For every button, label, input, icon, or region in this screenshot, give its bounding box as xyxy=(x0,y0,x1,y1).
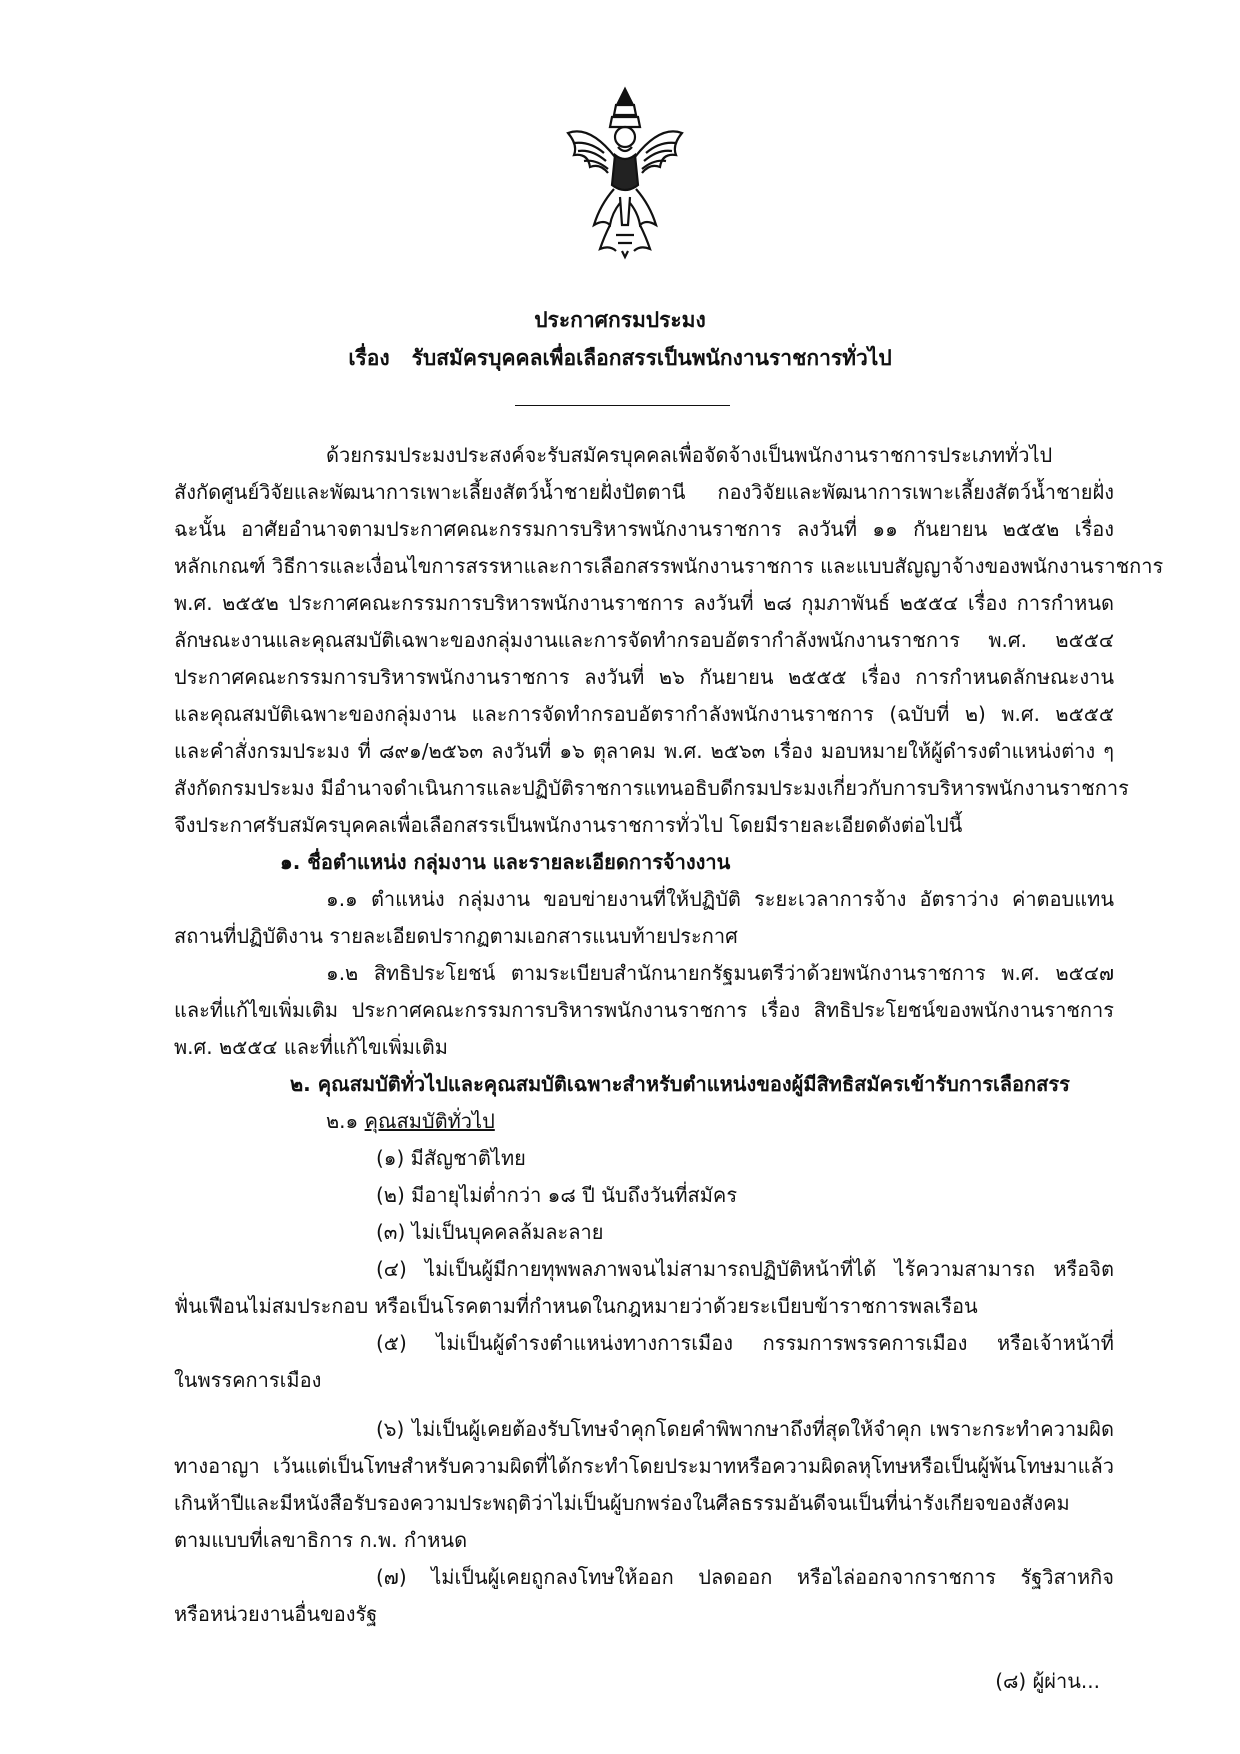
s1-2-line: ๑.๒ สิทธิประโยชน์ ตามระเบียบสำนักนายกรัฐมนตรีว่าด้วยพนักงานราชการ พ.ศ. ๒๕๔๗ xyxy=(326,961,1114,985)
intro-line: ฉะนั้น อาศัยอำนาจตามประกาศคณะกรรมการบริหารพนักงานราชการ ลงวันที่ ๑๑ กันยายน ๒๕๕๒ เรื่อง xyxy=(174,517,1114,541)
s1-1-line: สถานที่ปฏิบัติงาน รายละเอียดปรากฏตามเอกสารแนบท้ายประกาศ xyxy=(174,924,738,948)
subject-text: รับสมัครบุคคลเพื่อเลือกสรรเป็นพนักงานราชการทั่วไป xyxy=(411,346,892,370)
qualification-item: (๓) ไม่เป็นบุคคลล้มละลาย xyxy=(376,1220,604,1244)
s1-2-line: และที่แก้ไขเพิ่มเติม ประกาศคณะกรรมการบริหารพนักงานราชการ เรื่อง สิทธิประโยชน์ของพนักงานราชการ xyxy=(174,998,1114,1022)
garuda-emblem xyxy=(560,85,690,260)
qualification-item: (๕) ไม่เป็นผู้ดำรงตำแหน่งทางการเมือง กรรมการพรรคการเมือง หรือเจ้าหน้าที่ xyxy=(376,1331,1114,1355)
intro-line: ด้วยกรมประมงประสงค์จะรับสมัครบุคคลเพื่อจัดจ้างเป็นพนักงานราชการประเภททั่วไป xyxy=(326,443,1053,467)
intro-line: ประกาศคณะกรรมการบริหารพนักงานราชการ ลงวันที่ ๒๖ กันยายน ๒๕๕๕ เรื่อง การกำหนดลักษณะงาน xyxy=(174,665,1114,689)
intro-line: ลักษณะงานและคุณสมบัติเฉพาะของกลุ่มงานและการจัดทำกรอบอัตรากำลังพนักงานราชการ พ.ศ. ๒๕๕๔ xyxy=(174,628,1114,652)
qualification-item-cont: ตามแบบที่เลขาธิการ ก.พ. กำหนด xyxy=(174,1528,468,1552)
qualification-item: (๑) มีสัญชาติไทย xyxy=(376,1146,526,1170)
s1-2-line: พ.ศ. ๒๕๕๔ และที่แก้ไขเพิ่มเติม xyxy=(174,1035,448,1059)
qualification-item: (๔) ไม่เป็นผู้มีกายทุพพลภาพจนไม่สามารถปฏิบัติหน้าที่ได้ ไร้ความสามารถ หรือจิต xyxy=(376,1257,1114,1281)
qualification-item: (๒) มีอายุไม่ต่ำกว่า ๑๘ ปี นับถึงวันที่สมัคร xyxy=(376,1183,738,1207)
s1-1-line: ๑.๑ ตำแหน่ง กลุ่มงาน ขอบข่ายงานที่ให้ปฏิบัติ ระยะเวลาการจ้าง อัตราว่าง ค่าตอบแทน xyxy=(326,887,1114,911)
section-1-heading: ๑. ชื่อตำแหน่ง กลุ่มงาน และรายละเอียดการจ้างงาน xyxy=(280,850,731,874)
intro-line: พ.ศ. ๒๕๕๒ ประกาศคณะกรรมการบริหารพนักงานราชการ ลงวันที่ ๒๘ กุมภาพันธ์ ๒๕๕๔ เรื่อง การกำหนด xyxy=(174,591,1114,615)
intro-line: และคุณสมบัติเฉพาะของกลุ่มงาน และการจัดทำกรอบอัตรากำลังพนักงานราชการ (ฉบับที่ ๒) พ.ศ. ๒๕๕๕ xyxy=(174,702,1114,726)
qualification-item-cont: ในพรรคการเมือง xyxy=(174,1368,322,1392)
s2-1-label: คุณสมบัติทั่วไป xyxy=(364,1109,495,1133)
qualification-item-cont: ทางอาญา เว้นแต่เป็นโทษสำหรับความผิดที่ได้กระทำโดยประมาทหรือความผิดลหุโทษหรือเป็นผู้พ้นโทษมาแล้ว xyxy=(174,1454,1114,1478)
announcement-subject xyxy=(0,342,1240,375)
qualification-item: (๖) ไม่เป็นผู้เคยต้องรับโทษจำคุกโดยคำพิพากษาถึงที่สุดให้จำคุก เพราะกระทำความผิด xyxy=(376,1417,1114,1441)
qualification-item-cont: ฟั่นเฟือนไม่สมประกอบ หรือเป็นโรคตามที่กำหนดในกฎหมายว่าด้วยระเบียบข้าราชการพลเรือน xyxy=(174,1294,978,1318)
intro-line: จึงประกาศรับสมัครบุคคลเพื่อเลือกสรรเป็นพนักงานราชการทั่วไป โดยมีรายละเอียดดังต่อไปนี้ xyxy=(174,813,963,837)
qualification-item-cont: เกินห้าปีและมีหนังสือรับรองความประพฤติว่าไม่เป็นผู้บกพร่องในศีลธรรมอันดีจนเป็นที่น่ารังเกียจของสังคม xyxy=(174,1491,1070,1515)
subject-label: เรื่อง xyxy=(348,346,390,370)
intro-line: หลักเกณฑ์ วิธีการและเงื่อนไขการสรรหาและการเลือกสรรพนักงานราชการ และแบบสัญญาจ้างของพนักงานราชการ xyxy=(174,554,1164,578)
s2-1-heading xyxy=(326,1108,495,1134)
s2-1-number: ๒.๑ xyxy=(326,1109,359,1133)
intro-line: และคำสั่งกรมประมง ที่ ๘๙๑/๒๕๖๓ ลงวันที่ ๑๖ ตุลาคม พ.ศ. ๒๕๖๓ เรื่อง มอบหมายให้ผู้ดำรงตำแหน่งต่าง ๆ xyxy=(174,739,1114,763)
section-2-heading: ๒. คุณสมบัติทั่วไปและคุณสมบัติเฉพาะสำหรับตำแหน่งของผู้มีสิทธิสมัครเข้ารับการเลือกสรร xyxy=(290,1072,1070,1096)
title-underline xyxy=(515,405,730,406)
intro-line: สังกัดกรมประมง มีอำนาจดำเนินการและปฏิบัติราชการแทนอธิบดีกรมประมงเกี่ยวกับการบริหารพนักงานราชการ xyxy=(174,776,1129,800)
qualification-item-cont: หรือหน่วยงานอื่นของรัฐ xyxy=(174,1602,378,1626)
intro-line: สังกัดศูนย์วิจัยและพัฒนาการเพาะเลี้ยงสัตว์น้ำชายฝั่งปัตตานี กองวิจัยและพัฒนาการเพาะเลี้ยงสัตว์น้ำชายฝั่ง xyxy=(174,480,1114,504)
page-continuation: (๘) ผู้ผ่าน... xyxy=(995,1669,1100,1693)
announcement-title: ประกาศกรมประมง xyxy=(534,308,706,332)
qualification-item: (๗) ไม่เป็นผู้เคยถูกลงโทษให้ออก ปลดออก หรือไล่ออกจากราชการ รัฐวิสาหกิจ xyxy=(376,1565,1114,1589)
